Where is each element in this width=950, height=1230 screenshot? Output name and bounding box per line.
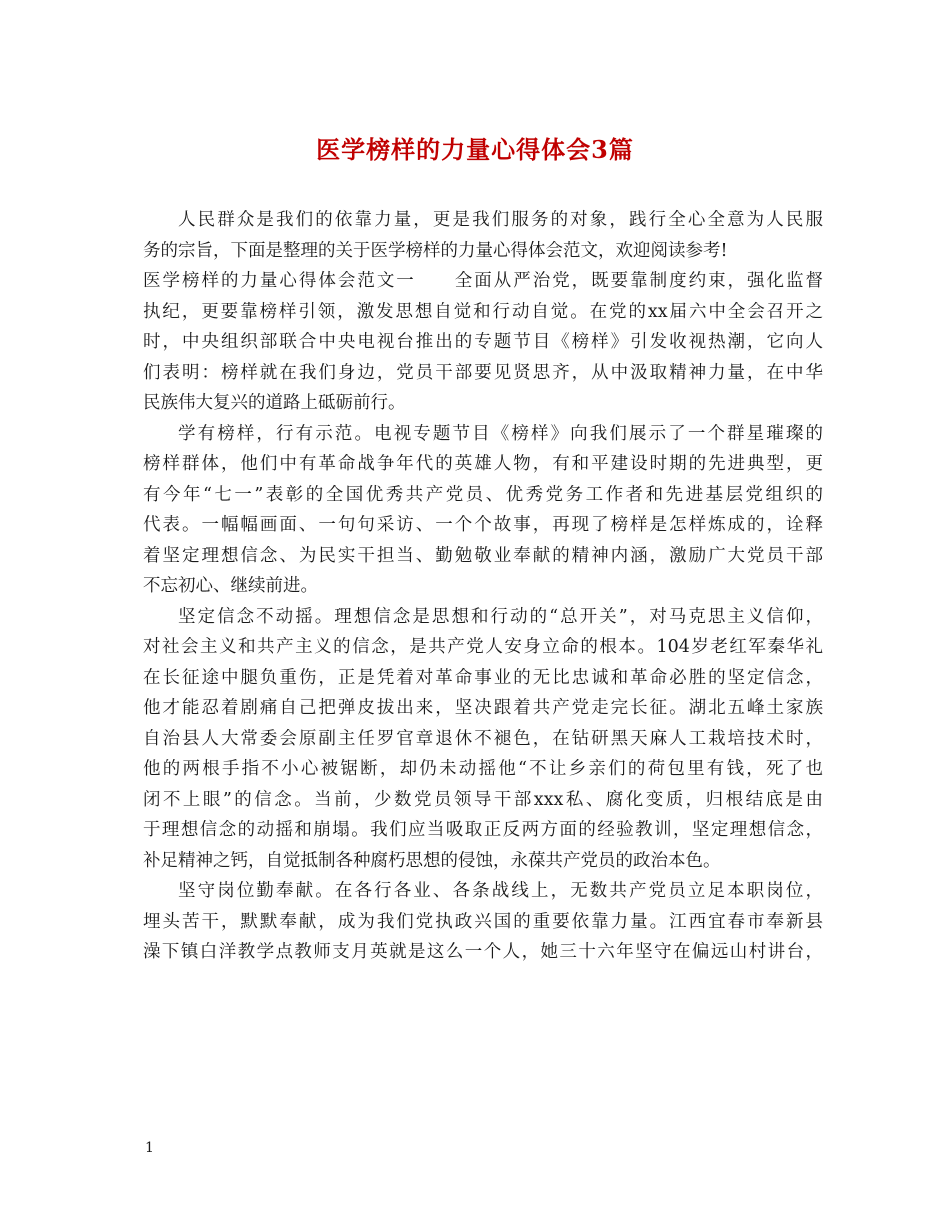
text-line: 人民群众是我们的依靠力量，更是我们服务的对象，践行全心全意为人民服 (178, 210, 823, 230)
page-number: 1 (145, 1140, 154, 1156)
text-line: 务的宗旨，下面是整理的关于医学榜样的力量心得体会范文，欢迎阅读参考! (143, 240, 728, 261)
text-line: 有今年“七一”表彰的全国优秀共产党员、优秀党务工作者和先进基层党组织的 (143, 484, 823, 505)
text-line: 在长征途中腿负重伤，正是凭着对革命事业的无比忠诚和革命必胜的坚定信念， (143, 667, 823, 688)
text-line: 们表明：榜样就在我们身边，党员干部要见贤思齐，从中汲取精神力量，在中华 (143, 362, 823, 383)
text-line: 时，中央组织部联合中央电视台推出的专题节目《榜样》引发收视热潮，它向人 (143, 332, 823, 352)
text-line: 学有榜样，行有示范。电视专题节目《榜样》向我们展示了一个群星璀璨的 (178, 423, 823, 444)
text-line: 执纪，更要靠榜样引领，激发思想自觉和行动自觉。在党的xx届六中全会召开之 (143, 301, 823, 322)
text-line: 榜样群体，他们中有革命战争年代的英雄人物，有和平建设时期的先进典型，更 (143, 454, 823, 474)
text-line: 着坚定理想信念、为民实干担当、勤勉敬业奉献的精神内涵，激励广大党员干部 (143, 545, 823, 566)
text-line: 坚定信念不动摇。理想信念是思想和行动的“总开关”，对马克思主义信仰， (178, 606, 823, 627)
text-line: 代表。一幅幅画面、一句句采访、一个个故事，再现了榜样是怎样炼成的，诠释 (143, 515, 823, 535)
text-line: 补足精神之钙，自觉抵制各种腐朽思想的侵蚀，永葆共产党员的政治本色。 (143, 850, 721, 871)
text-line: 埋头苦干，默默奉献，成为我们党执政兴国的重要依靠力量。江西宜春市奉新县 (143, 911, 823, 932)
text-line: 于理想信念的动摇和崩塌。我们应当吸取正反两方面的经验教训，坚定理想信念， (143, 820, 823, 840)
text-line: 闭不上眼”的信念。当前，少数党员领导干部xxx私、腐化变质，归根结底是由 (143, 789, 823, 810)
text-line: 医学榜样的力量心得体会范文一 全面从严治党，既要靠制度约束，强化监督 (143, 271, 823, 291)
text-line: 坚守岗位勤奉献。在各行各业、各条战线上，无数共产党员立足本职岗位， (178, 881, 823, 901)
document-title: 医学榜样的力量心得体会3篇 (316, 135, 634, 164)
text-line: 对社会主义和共产主义的信念，是共产党人安身立命的根本。104岁老红军秦华礼 (143, 637, 823, 657)
text-line: 民族伟大复兴的道路上砥砺前行。 (143, 393, 406, 413)
text-line: 澡下镇白洋教学点教师支月英就是这么一个人，她三十六年坚守在偏远山村讲台， (143, 942, 823, 962)
text-line: 他才能忍着剧痛自己把弹皮拔出来，坚决跟着共产党走完长征。湖北五峰土家族 (143, 698, 823, 718)
text-line: 不忘初心、继续前进。 (143, 576, 318, 596)
text-line: 他的两根手指不小心被锯断，却仍未动摇他“不让乡亲们的荷包里有钱，死了也 (143, 759, 823, 779)
document-body (143, 205, 823, 968)
text-line: 自治县人大常委会原副主任罗官章退休不褪色，在钻研黑天麻人工栽培技术时， (143, 728, 823, 749)
